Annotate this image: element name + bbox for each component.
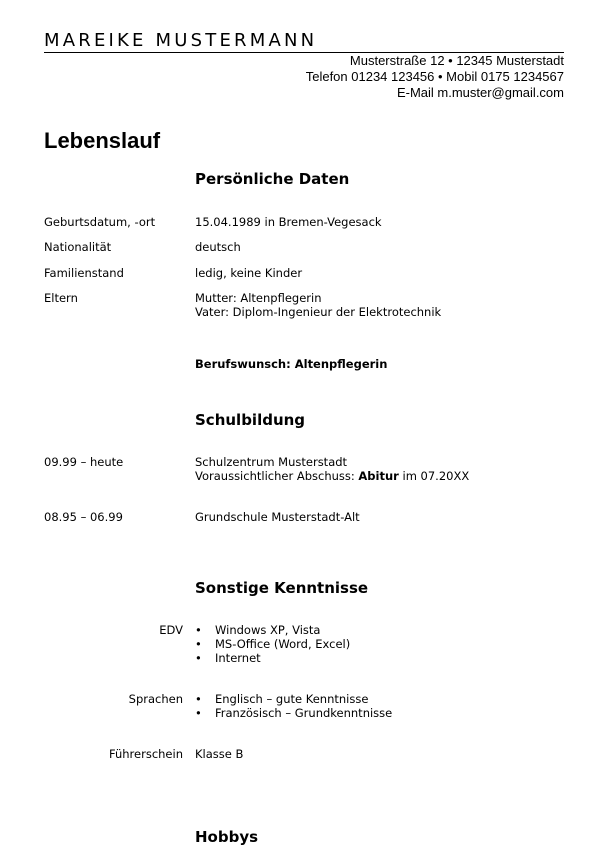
phone-line: Telefon 01234 123456 • Mobil 0175 1234567 [305, 69, 564, 84]
school-name-1: Schulzentrum Musterstadt [195, 455, 348, 469]
personal-value-nationality: deutsch [195, 240, 241, 254]
career-wish: Berufswunsch: Altenpflegerin [195, 357, 388, 371]
skills-label-languages: Sprachen [128, 692, 183, 706]
section-heading-skills: Sonstige Kenntnisse [195, 579, 369, 597]
parents-father: Vater: Diplom-Ingenieur der Elektrotechnik [195, 305, 442, 319]
section-heading-hobbies: Hobbys [195, 828, 259, 846]
section-heading-personal: Persönliche Daten [195, 170, 350, 188]
section-heading-school: Schulbildung [195, 411, 306, 429]
school-degree-1 [195, 469, 469, 483]
school-name-2: Grundschule Musterstadt-Alt [195, 510, 360, 524]
personal-label-birth: Geburtsdatum, -ort [44, 215, 156, 229]
address-line: Musterstraße 12 • 12345 Musterstadt [349, 53, 564, 68]
applicant-name: MAREIKE MUSTERMANN [44, 30, 318, 51]
skills-edv-list [195, 623, 350, 665]
skills-languages-list [195, 692, 392, 720]
school-degree-bold: Abitur [358, 469, 399, 483]
parents-mother: Mutter: Altenpflegerin [195, 291, 322, 305]
personal-value-parents [195, 291, 441, 319]
personal-value-family: ledig, keine Kinder [195, 266, 303, 280]
list-item: • Windows XP, Vista [195, 623, 350, 637]
list-item: • Englisch – gute Kenntnisse [195, 692, 392, 706]
list-item: • Internet [195, 651, 350, 665]
skills-label-license: Führerschein [108, 747, 183, 761]
school-period-1: 09.99 – heute [44, 455, 124, 469]
document-title: Lebenslauf [44, 128, 161, 153]
school-degree-prefix: Voraussichtlicher Abschuss: [195, 469, 359, 483]
personal-value-birth: 15.04.1989 in Bremen-Vegesack [195, 215, 382, 229]
list-item: • MS-Office (Word, Excel) [195, 637, 350, 651]
school-degree-suffix: im 07.20XX [398, 469, 470, 483]
skills-value-license: Klasse B [195, 747, 244, 761]
email-line: E-Mail m.muster@gmail.com [396, 85, 564, 100]
personal-label-nationality: Nationalität [44, 240, 112, 254]
personal-label-family: Familienstand [44, 266, 124, 280]
skills-label-edv: EDV [159, 623, 183, 637]
contact-block [306, 53, 564, 101]
school-entry-1 [195, 455, 469, 483]
list-item: • Französisch – Grundkenntnisse [195, 706, 392, 720]
personal-label-parents: Eltern [44, 291, 78, 305]
school-period-2: 08.95 – 06.99 [44, 510, 123, 524]
